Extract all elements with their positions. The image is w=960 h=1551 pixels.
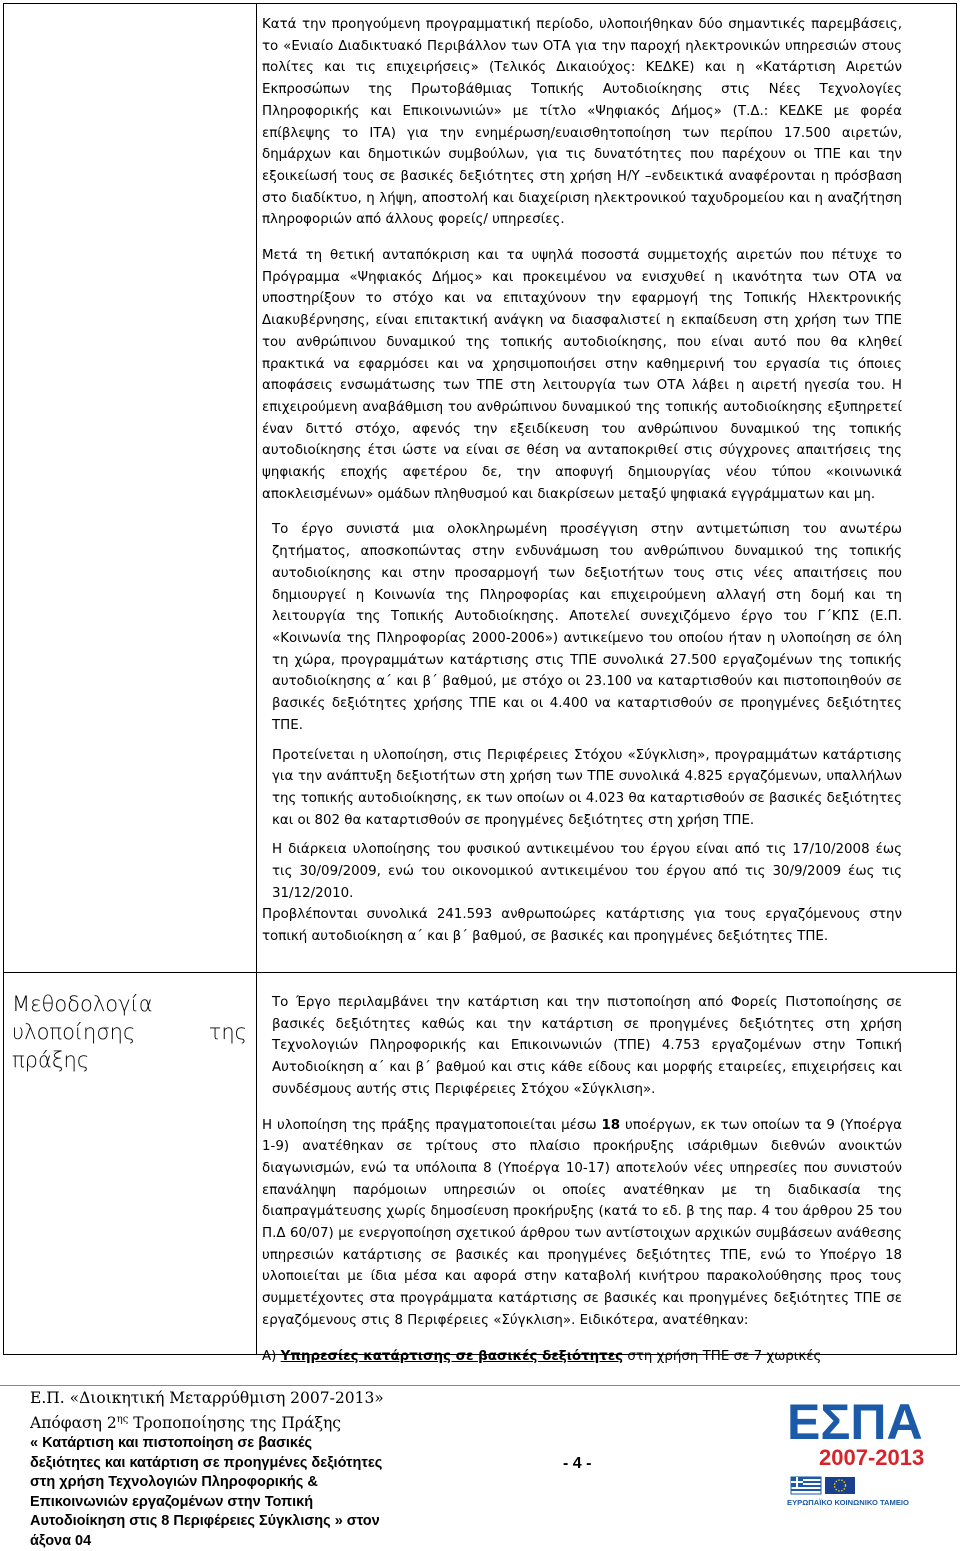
espa-logo [783,1393,948,1508]
footer-title-1: « Κατάρτιση και πιστοποίηση σε βασικές [30,1435,313,1452]
methodology-paragraph-3 [262,1346,902,1368]
background-paragraph-2: Μετά τη θετική ανταπόκριση και τα υψηλά ποσοστά συμμετοχής αιρετών που πέτυχε το Πρόγραμμα «Ψηφιακός Δήμος» και προκειμένου να ενισχυθεί η ικανότητα των ΟΤΑ να υποστηρίξουν το στόχο και να επιταχύνουν την εφαρμογή της Τοπικής Ηλεκτρονικής Διακυβέρνησης, είναι επιτακτική ανάγκη να διασφαλιστεί η εκπαίδευση στη χρήση των ΤΠΕ του ανθρώπινου δυναμικού της τοπικής αυτοδιοίκησης, που είναι αυτό που θα κληθεί πρακτικά να εφαρμόσει και να χρησιμοποιήσει στην καθημερινή του εργασία τις όποιες αποφάσεις ενσωμάτωσης των ΤΠΕ στη λειτουργία των ΟΤΑ λάβει η αιρετή ηγεσία του. Η επιχειρούμενη αναβάθμιση του ανθρώπινου δυναμικού της τοπικής αυτοδιοίκησης εξυπηρετεί έναν διττό στόχο, αφενός την εξειδίκευση του ανθρώπινου δυναμικού της τοπικής αυτοδιοίκησης έτσι ώστε να είναι σε θέση να ανταποκριθεί στις σύγχρονες απαιτήσεις της ψηφιακής εποχής αφετέρου δε, την αποφυγή δημιουργίας νέου τύπου «κοινωνικά αποκλεισμένων» ομάδων πληθυσμού και διακρίσεων μεταξύ ψηφιακά εγγράμματων και μη. [262,248,902,502]
espa-logo-years: 2007-2013 [819,1445,925,1470]
background-paragraph-1: Κατά την προηγούμενη προγραμματική περίοδο, υλοποιήθηκαν δύο σημαντικές παρεμβάσεις, το «Ενιαίο Διαδικτυακό Περιβάλλον των ΟΤΑ για την παροχή ηλεκτρονικών υπηρεσιών στους πολίτες και τις επιχειρήσεις» (Τελικός Δικαιούχος: ΚΕΔΚΕ) και η «Κατάρτιση Αιρετών Εκπροσώπων της Πρωτοβάθμιας Τοπικής Αυτοδιοίκησης στις Νέες Τεχνολογίες Πληροφορικής και Επικοινωνιών» με τίτλο «Ψηφιακός Δήμος» (Τ.Δ.: ΚΕΔΚΕ με φορέα επίβλεψης το ΙΤΑ) για την ενημέρωση/ευαισθητοποίηση των περίπου 17.500 αιρετών, δημάρχων και δημοτικών συμβούλων, για τις δυνατότητες που παρέχουν οι ΤΠΕ και την εξοικείωσή τους σε βασικές δεξιότητες στη χρήση Η/Υ –ενδεικτικά αναφέρονται η πρόσβαση στο διαδίκτυο, η λήψη, αποστολή και διαχείριση ηλεκτρονικού ταχυδρομείου και η αναζήτηση πληροφοριών από άλλους φορείς/ υπηρεσίες. [262,17,902,228]
espa-logo-tagline: ΕΥΡΩΠΑΪΚΟ ΚΟΙΝΩΝΙΚΟ ΤΑΜΕΙΟ [787,1498,909,1507]
espa-logo-title: ΕΣΠΑ [787,1394,923,1450]
service-text: στη χρήση ΤΠΕ σε 7 χωρικές [623,1348,822,1364]
footer-program: Ε.Π. «Διοικητική Μεταρρύθμιση 2007-2013» [30,1389,384,1407]
service-title: Υπηρεσίες κατάρτισης σε βασικές δεξιότητες [280,1348,624,1364]
label-word-implementation: υλοποίησης [12,1020,136,1044]
background-paragraph-5: Η διάρκεια υλοποίησης του φυσικού αντικειμένου του έργου είναι από τις 17/10/2008 έως τις 30/09/2009, ενώ του οικονομικού αντικειμένου του έργου από τις 30/9/2009 έως τις 31/12/2010. [272,842,902,901]
footer-text [30,1388,520,1551]
footer-title-5: Αυτοδιοίκηση στις 8 Περιφέρειες Σύγκλισης » στον [30,1513,380,1530]
decision-text: Απόφαση 2 [30,1414,117,1433]
methodology-section [262,992,902,1367]
label-line-2 [12,1018,247,1046]
methodology-text-cont: υποέργων, εκ των οποίων τα 9 (Υποέργα 1-9) ανατέθηκαν σε τρίτους στο πλαίσιο προκήρυξης ισάριθμων διεθνών ανοικτών διαγωνισμών, ενώ τα υπόλοιπα 8 (Υποέργα 10-17) αποτελούν νέες υπηρεσίες που συνιστούν επανάληψη παρόμοιων υπηρεσιών οι οποίες ανατέθηκαν με τη διαδικασία της διαπραγμάτευσης χωρίς δημοσίευση προκήρυξης (κατά το εδ. β της παρ. 4 του άρθρου 25 του Π.Δ 60/07) με ενεργοποίηση σχετικού άρθρου των αντίστοιχων αρχικών συμβάσεων ανάθεσης υπηρεσιών κατάρτισης σε βασικές και προηγμένες δεξιότητες ΤΠΕ, ενώ το Υποέργο 18 υλοποιείται με ίδια μέσα και αφορά στην καταβολή κινήτρου παρακολούθησης προς τους συμμετέχοντες στα προγράμματα κατάρτισης σε βασικές και προηγμένες δεξιότητες ΤΠΕ σε εργαζόμενους στις 8 Περιφέρειες «Σύγκλιση». Ειδικότερα, ανατέθηκαν: [262,1117,902,1328]
background-paragraph-4: Προτείνεται η υλοποίηση, στις Περιφέρειες Στόχου «Σύγκλιση», προγραμμάτων κατάρτισης για την ανάπτυξη δεξιοτήτων στη χρήση των ΤΠΕ συνολικά 4.825 εργαζόμενων, υπαλλήλων της τοπικής αυτοδιοίκησης, εκ των οποίων οι 4.023 θα καταρτισθούν σε βασικές δεξιότητες και οι 802 θα καταρτισθούν σε προηγμένες δεξιότητες στη χρήση ΤΠΕ. [272,747,902,828]
footer-title-3: στη χρήση Τεχνολογιών Πληροφορικής & [30,1474,318,1491]
page-footer [0,1385,960,1549]
methodology-paragraph-2 [262,1115,902,1332]
label-line-3: πράξης [12,1048,90,1072]
column-divider [256,4,257,1354]
footer-title-6: άξονα 04 [30,1532,92,1549]
footer-rule [0,1385,960,1386]
methodology-text: Η υλοποίηση της πράξης πραγματοποιείται μέσω [262,1117,602,1133]
subproject-count: 18 [601,1117,621,1133]
decision-sup: ης [116,1414,129,1425]
background-section [262,14,902,948]
footer-title-4: Επικοινωνιών εργαζομένων στην Τοπική [30,1493,314,1510]
page-number: - 4 - [563,1455,592,1472]
background-paragraph-6: Προβλέπονται συνολικά 241.593 ανθρωποώρες κατάρτισης για τους εργαζόμενους στην τοπική αυτοδιοίκηση α΄ και β΄ βαθμού, σε βασικές και προηγμένες δεξιότητες ΤΠΕ. [262,907,902,945]
label-word-of: της [208,1020,247,1044]
decision-text-cont: Τροποποίησης της Πράξης [128,1414,341,1433]
row-divider [4,972,956,973]
footer-decision [30,1409,520,1434]
methodology-paragraph-1: Το Έργο περιλαμβάνει την κατάρτιση και την πιστοποίηση από Φορείς Πιστοποίησης σε βασικές δεξιότητες καθώς και την κατάρτιση σε προηγμένες δεξιότητες στη χρήση Τεχνολογιών Πληροφορικής και Επικοινωνιών (ΤΠΕ) 4.753 εργαζομένων στην Τοπική Αυτοδιοίκηση α΄ και β΄ βαθμού και στις κάθε είδους και μορφής εταιρείες, επιχειρήσεις και συνδέσμους αυτής στις Περιφέρειες Στόχου «Σύγκλιση». [272,995,902,1097]
label-line-1: Μεθοδολογία [12,992,153,1016]
footer-title-2: δεξιότητες και κατάρτιση σε προηγμένες δεξιότητες [30,1454,383,1471]
background-paragraph-3: Το έργο συνιστά μια ολοκληρωμένη προσέγγιση στην αντιμετώπιση του ανωτέρω ζητήματος, αποσκοπώντας στην ενδυνάμωση του ανθρώπινου δυναμικού της τοπικής αυτοδιοίκησης και στην προσαρμογή των δεξιοτήτων τους στις νέες απαιτήσεις που δημιουργεί η Κοινωνία της Πληροφορίας και επιχειρούμενη αλλαγή στη δομή και τη λειτουργία της Τοπικής Αυτοδιοίκησης. Αποτελεί συνεχιζόμενο έργο του Γ΄ΚΠΣ (Ε.Π. «Κοινωνία της Πληροφορίας 2000-2006») αντικείμενο του οποίου ήταν η υλοποίηση σε όλη τη χώρα, προγραμμάτων κατάρτισης στις ΤΠΕ συνολικά 27.500 εργαζομένων της τοπικής αυτοδιοίκησης α΄ και β΄ βαθμού, με στόχο οι 23.100 να καταρτισθούν και πιστοποιηθούν σε βασικές δεξιότητες χρήσης ΤΠΕ και οι 4.400 να καταρτισθούν σε προηγμένες δεξιότητες ΤΠΕ. [272,522,902,733]
methodology-label [12,990,247,1074]
list-prefix: Α) [262,1348,281,1364]
